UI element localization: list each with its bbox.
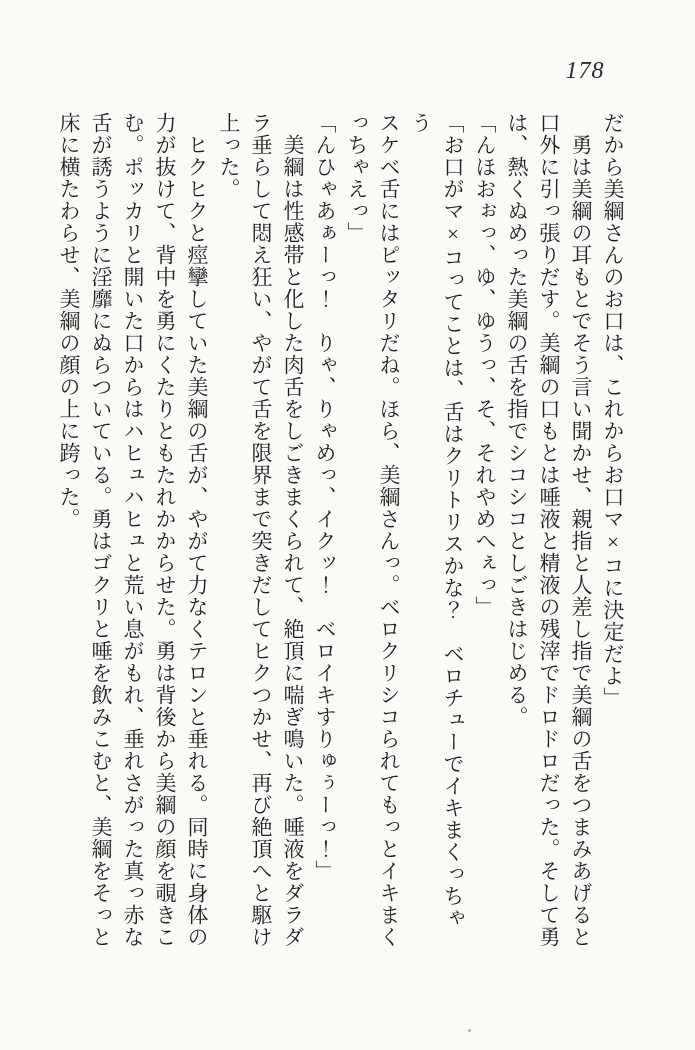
text-column-07: スケベ舌にはピッタリだね。ほら、美綱さんっ。ベロクリシコられてもっとイキまく: [377, 112, 401, 948]
text-column-15: む。ポッカリと開いた口からはハヒュハヒュと荒い息がもれ、垂れさがった真っ赤な: [121, 112, 145, 948]
text-column-12: 上った。: [217, 112, 241, 200]
text-column-03: 口外に引っ張りだす。美綱の口もとは唾液と精液の残滓でドロドロだった。そして勇: [537, 112, 561, 948]
text-column-01: だから美綱さんのお口は、これからお口マ×コに決定だよ」: [601, 112, 625, 709]
text-column-14: 力が抜けて、背中を勇にくたりともたれかからせた。勇は背後から美綱の顔を覗きこ: [153, 112, 177, 948]
text-column-17: 床に横たわらせ、美綱の顔の上に跨った。: [57, 112, 81, 530]
text-column-05: 「んほおぉっ、ゆ、ゆうっ、そ、それやめへぇっ」: [473, 112, 497, 618]
text-column-09: 「んひゃあぁーっ！ りゃ、りゃめっ、イクッ！ ベロイキすりゅぅーっ！」: [313, 112, 337, 882]
text-column-13: ヒクヒクと痙攣していた美綱の舌が、やがて力なくテロンと垂れる。同時に身体の: [185, 112, 209, 948]
text-column-16: 舌が誘うように淫靡にぬらついている。勇はゴクリと唾を飲みこむと、美綱をそっと: [89, 112, 113, 948]
text-column-11: ラ垂らして悶え狂い、やがて舌を限界まで突きだしてヒクつかせ、再び絶頂へと駆け: [249, 112, 273, 948]
scan-artifact-dot: [468, 1029, 471, 1032]
text-column-06: 「お口がマ×コってことは、舌はクリトリスかな？ ベロチューでイキまくっちゃう: [409, 112, 465, 929]
text-column-04: は、熱くぬめった美綱の舌を指でシコシコとしごきはじめる。: [505, 112, 529, 728]
page-number: 178: [565, 58, 605, 84]
text-column-02: 勇は美綱の耳もとでそう言い聞かせ、親指と人差し指で美綱の舌をつまみあげると: [569, 112, 593, 948]
vertical-text-block: [53, 112, 629, 950]
text-column-10: 美綱は性感帯と化した肉舌をしごきまくられて、絶頂に喘ぎ鳴いた。唾液をダラダ: [281, 112, 305, 948]
text-column-08: っちゃえっ」: [345, 112, 369, 244]
